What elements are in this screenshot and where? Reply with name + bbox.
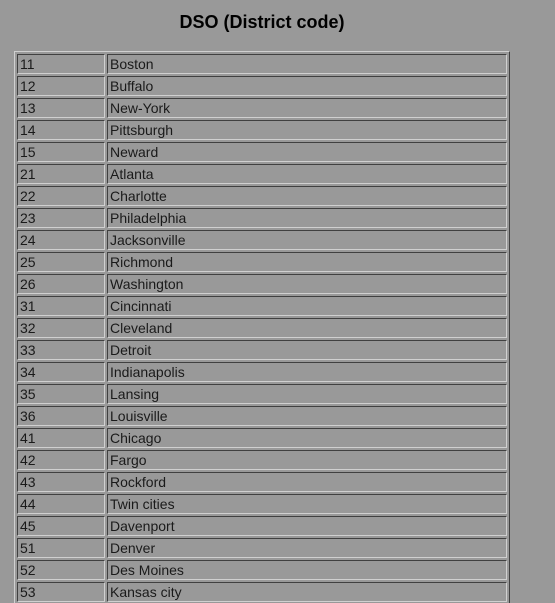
table-row <box>17 318 507 338</box>
table-row <box>17 472 507 492</box>
district-name-cell: Neward <box>107 142 507 162</box>
district-code-cell: 42 <box>17 450 105 470</box>
district-name-cell: Rockford <box>107 472 507 492</box>
table-row <box>17 296 507 316</box>
district-code-cell: 26 <box>17 274 105 294</box>
district-name-cell: Cleveland <box>107 318 507 338</box>
district-name-cell: Indianapolis <box>107 362 507 382</box>
district-code-cell: 23 <box>17 208 105 228</box>
table-row <box>17 164 507 184</box>
district-name-cell: New-York <box>107 98 507 118</box>
district-code-cell: 52 <box>17 560 105 580</box>
district-name-cell: Detroit <box>107 340 507 360</box>
district-code-cell: 35 <box>17 384 105 404</box>
table-row <box>17 582 507 602</box>
district-code-cell: 11 <box>17 54 105 74</box>
district-code-cell: 41 <box>17 428 105 448</box>
table-row <box>17 98 507 118</box>
table-row <box>17 538 507 558</box>
district-code-cell: 33 <box>17 340 105 360</box>
district-name-cell: Fargo <box>107 450 507 470</box>
table-row <box>17 230 507 250</box>
district-code-cell: 31 <box>17 296 105 316</box>
district-code-cell: 43 <box>17 472 105 492</box>
table-row <box>17 208 507 228</box>
district-name-cell: Davenport <box>107 516 507 536</box>
district-code-table <box>14 51 510 603</box>
table-row <box>17 384 507 404</box>
district-name-cell: Boston <box>107 54 507 74</box>
district-name-cell: Richmond <box>107 252 507 272</box>
district-name-cell: Twin cities <box>107 494 507 514</box>
table-row <box>17 362 507 382</box>
district-name-cell: Washington <box>107 274 507 294</box>
table-row <box>17 120 507 140</box>
district-code-cell: 12 <box>17 76 105 96</box>
district-name-cell: Buffalo <box>107 76 507 96</box>
table-row <box>17 340 507 360</box>
district-name-cell: Des Moines <box>107 560 507 580</box>
table-row <box>17 76 507 96</box>
district-name-cell: Atlanta <box>107 164 507 184</box>
district-code-cell: 34 <box>17 362 105 382</box>
table-row <box>17 516 507 536</box>
district-name-cell: Denver <box>107 538 507 558</box>
district-code-cell: 44 <box>17 494 105 514</box>
district-name-cell: Louisville <box>107 406 507 426</box>
district-name-cell: Lansing <box>107 384 507 404</box>
district-name-cell: Cincinnati <box>107 296 507 316</box>
district-name-cell: Kansas city <box>107 582 507 602</box>
district-code-cell: 25 <box>17 252 105 272</box>
district-code-cell: 13 <box>17 98 105 118</box>
district-code-cell: 32 <box>17 318 105 338</box>
district-code-cell: 51 <box>17 538 105 558</box>
district-code-cell: 15 <box>17 142 105 162</box>
table-row <box>17 428 507 448</box>
district-name-cell: Charlotte <box>107 186 507 206</box>
district-code-cell: 22 <box>17 186 105 206</box>
district-code-cell: 14 <box>17 120 105 140</box>
table-row <box>17 186 507 206</box>
district-name-cell: Jacksonville <box>107 230 507 250</box>
table-row <box>17 494 507 514</box>
district-name-cell: Pittsburgh <box>107 120 507 140</box>
district-code-cell: 24 <box>17 230 105 250</box>
table-row <box>17 406 507 426</box>
district-name-cell: Philadelphia <box>107 208 507 228</box>
district-name-cell: Chicago <box>107 428 507 448</box>
table-row <box>17 142 507 162</box>
table-body <box>17 54 507 602</box>
district-code-cell: 36 <box>17 406 105 426</box>
page-title: DSO (District code) <box>179 12 345 32</box>
table-row <box>17 54 507 74</box>
table-row <box>17 274 507 294</box>
district-code-cell: 45 <box>17 516 105 536</box>
table-row <box>17 560 507 580</box>
district-code-cell: 53 <box>17 582 105 602</box>
district-code-cell: 21 <box>17 164 105 184</box>
table-row <box>17 450 507 470</box>
table-row <box>17 252 507 272</box>
